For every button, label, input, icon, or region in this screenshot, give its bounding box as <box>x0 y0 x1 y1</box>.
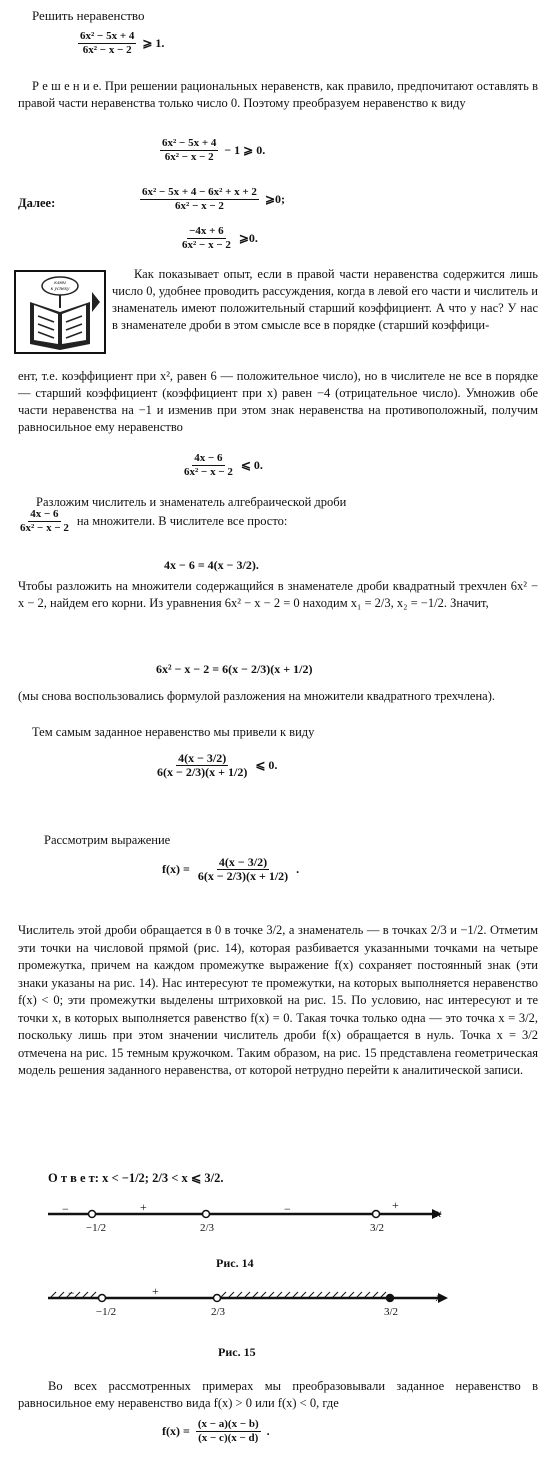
point-two-thirds <box>203 1211 210 1218</box>
fig15-sign-2: + <box>152 1284 159 1298</box>
paragraph-2b: ент, т.е. коэффициент при x², равен 6 — положительное число), но в числителе не все в порядке — старший коэффициент (коэффициент при x) равен −4 (отрицательное число). Умножив обе части неравенства на −1 и изменив при этом знак неравенства на противоположный, получим равносильное ему неравенство <box>18 369 538 434</box>
paragraph-5: (мы снова воспользовались формулой разложения на множители квадратного трехчлена). <box>18 689 496 703</box>
equation-2: $\frac{\text{6x² − 5x + 4 − 6x² + x + 2}}{\text{6x² − x − 2}}$ ⩾0; <box>142 186 285 212</box>
equation-1: $\frac{\text{6x² − 5x + 4}}{\text{6x² − x − 2}}$ − 1 ⩾ 0. <box>162 137 266 163</box>
fig15-tick-3: 3/2 <box>383 1306 399 1318</box>
key-to-success-logo <box>14 270 106 354</box>
point-two-thirds <box>214 1295 221 1302</box>
paragraph-6: Тем самым заданное неравенство мы привели к виду <box>32 725 315 739</box>
further-label: Далее: <box>18 196 56 210</box>
point-three-halves <box>373 1211 380 1218</box>
paragraph-3a: Разложим числитель и знаменатель алгебраической дроби <box>36 495 347 509</box>
fig15-tick-1: −1/2 <box>95 1306 117 1318</box>
paragraph-7: Рассмотрим выражение <box>44 833 171 847</box>
fig14-sign-3: − <box>284 1202 291 1216</box>
equation-8: f(x) = $\frac{4(x - 3/2)}{6(x - 2/3)(x + 1/2)}$ . <box>162 855 300 883</box>
equation-5: 4x − 6 = 4(x − 3/2). <box>164 558 259 572</box>
fig14-tick-3: 3/2 <box>369 1222 385 1234</box>
fig15-sign-1: − <box>68 1286 75 1300</box>
fig15-caption: Рис. 15 <box>218 1345 256 1359</box>
fig14-tick-2: 2/3 <box>199 1222 215 1234</box>
point-neg-half <box>89 1211 96 1218</box>
fig14-axis-label: x <box>436 1206 442 1220</box>
paragraph-2a: Как показывает опыт, если в правой части неравенства содержится лишь число 0, удобнее проводить рассуждения, когда в левой его части и числитель и знаменатель имеют положительный старший коэффициент. А что у нас? У нас в знаменателе дроби в этом смысле все в порядке (старший коэффици- <box>112 267 538 332</box>
fig14-sign-1: − <box>62 1202 69 1216</box>
equation-3: $\frac{-4x + 6}{\text{6x² − x − 2}}$ ⩾0. <box>182 225 258 251</box>
paragraph-8: Числитель этой дроби обращается в 0 в точке 3/2, а знаменатель — в точках 2/3 и −1/2. Отметим эти точки на числовой прямой (рис. 14), которая разбивается указанными точками на четыре промежутка, причем на каждом промежутке выражение f(x) сохраняет постоянный знак (эти знаки указаны на рис. 14). Нас интересуют те промежутки, на которых выполняется неравенство f(x) < 0; эти промежутки выделены штриховкой на рис. 15. По условию, нас интересуют и те точки x, в которых выполняется равенство f(x) = 0. Такая точка только одна — это точка x = 3/2, поскольку лишь при этом значении числитель дроби f(x) обращается в нуль. Точка x = 3/2 отмечена на рис. 15 темным кружочком. Таким образом, на рис. 15 представлена геометрическая модель решения заданного неравенства, от которой нетрудно перейти к аналитической записи. <box>18 923 538 1077</box>
fraction-inline: $\frac{4x - 6}{\text{6x² − x − 2}}$ на множители. В числителе все просто: <box>20 508 288 534</box>
equation-9: f(x) = $\frac{(x - a)(x - b)}{(x - c)(x - d)}$ . <box>162 1418 270 1444</box>
paragraph-4: Чтобы разложить на множители содержащийся в знаменателе дроби квадратный трехчлен 6x² − x − 2, найдем его корни. Из уравнения 6x² − x − 2 = 0 находим x₁ = 2/3, x₂ = −1/2. Значит, <box>18 579 538 610</box>
fig14-sign-2: + <box>140 1200 147 1214</box>
equation-6: 6x² − x − 2 = 6(x − 2/3)(x + 1/2) <box>156 662 313 676</box>
equation-4: $\frac{4x - 6}{\text{6x² − x − 2}}$ ⩽ 0. <box>184 452 263 478</box>
fig15-tick-2: 2/3 <box>210 1306 226 1318</box>
inequality-main: $\frac{\text{6x² − 5x + 4}}{\text{6x² − x − 2}}$ ⩾ 1. <box>80 30 165 56</box>
problem-title: Решить неравенство <box>32 8 145 23</box>
point-neg-half <box>99 1295 106 1302</box>
fig15-axis-label: x <box>436 1290 442 1304</box>
fig14-caption: Рис. 14 <box>216 1256 254 1270</box>
svg-text:ключ: ключ <box>54 280 66 286</box>
svg-text:к успеху: к успеху <box>50 286 70 292</box>
answer: О т в е т: x < −1/2; 2/3 < x ⩽ 3/2. <box>48 1171 224 1185</box>
equation-7: $\frac{4(x - 3/2)}{6(x - 2/3)(x + 1/2)}$ ⩽ 0. <box>157 751 278 779</box>
fig14-tick-1: −1/2 <box>85 1222 107 1234</box>
solution-intro: Р е ш е н и е. При решении рациональных неравенств, как правило, предпочитают оставлять в правой части неравенства только число 0. Поэтому преобразуем неравенство к виду <box>18 79 538 110</box>
paragraph-9: Во всех рассмотренных примерах мы преобразовывали заданное неравенство в равносильное ему неравенство вида f(x) > 0 или f(x) < 0, где <box>18 1379 538 1410</box>
point-three-halves-filled <box>387 1295 394 1302</box>
book-icon <box>16 272 104 352</box>
fig14-sign-4: + <box>392 1198 399 1212</box>
